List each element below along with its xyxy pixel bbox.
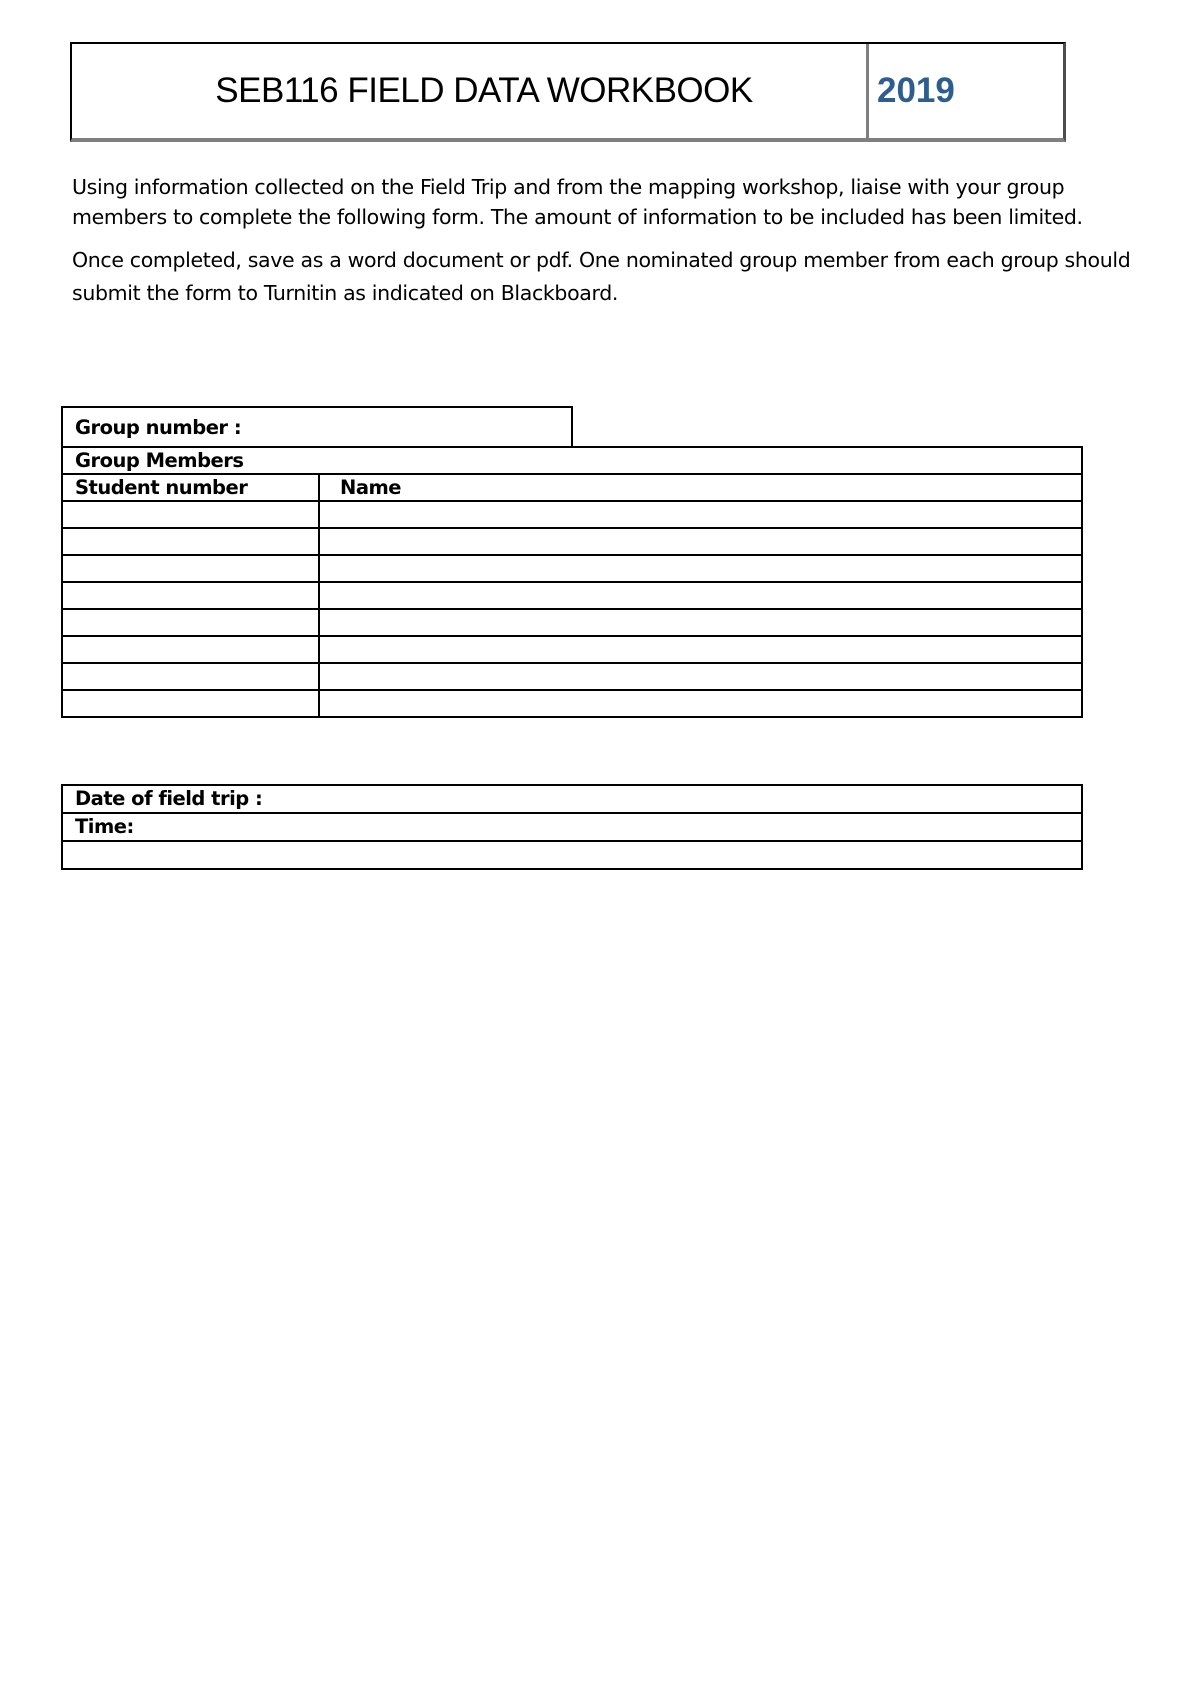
workbook-year: 2019 — [877, 71, 955, 110]
student-number-cell[interactable] — [62, 555, 319, 582]
name-header: Name — [319, 474, 1082, 501]
title-box — [70, 42, 1066, 142]
time-field[interactable]: Time: — [62, 813, 1082, 841]
student-number-cell[interactable] — [62, 663, 319, 690]
instructions-paragraph-1: Using information collected on the Field Trip and from the mapping workshop, liaise with your group members to complete the following form. The amount of information to be included has been limited. — [72, 175, 1083, 229]
group-members-label: Group Members — [62, 447, 1082, 474]
table-row — [62, 690, 1082, 717]
name-cell[interactable] — [319, 690, 1082, 717]
field-trip-table — [61, 784, 1083, 870]
table-row — [62, 636, 1082, 663]
group-number-field[interactable] — [61, 406, 573, 448]
student-number-cell[interactable] — [62, 501, 319, 528]
table-row — [62, 501, 1082, 528]
student-number-cell[interactable] — [62, 609, 319, 636]
table-row — [62, 528, 1082, 555]
extra-row — [62, 841, 1082, 869]
student-number-cell[interactable] — [62, 582, 319, 609]
name-cell[interactable] — [319, 528, 1082, 555]
group-number-label: Group number : — [75, 416, 242, 439]
name-cell[interactable] — [319, 582, 1082, 609]
instructions-paragraph-2: Once completed, save as a word document or pdf. One nominated group member from each group should submit the form to Turnitin as indicated on Blackboard. — [72, 248, 1131, 305]
date-row — [62, 785, 1082, 813]
date-of-field-trip-field[interactable]: Date of field trip : — [62, 785, 1082, 813]
name-cell[interactable] — [319, 663, 1082, 690]
name-cell[interactable] — [319, 501, 1082, 528]
student-number-cell[interactable] — [62, 528, 319, 555]
table-row — [62, 663, 1082, 690]
student-number-header: Student number — [62, 474, 319, 501]
name-cell[interactable] — [319, 609, 1082, 636]
group-members-table — [61, 446, 1083, 718]
time-row — [62, 813, 1082, 841]
table-row — [62, 582, 1082, 609]
student-number-cell[interactable] — [62, 690, 319, 717]
student-number-cell[interactable] — [62, 636, 319, 663]
name-cell[interactable] — [319, 555, 1082, 582]
column-header-row — [62, 474, 1082, 501]
workbook-title: SEB116 FIELD DATA WORKBOOK — [72, 44, 869, 138]
table-row — [62, 555, 1082, 582]
table-row — [62, 609, 1082, 636]
extra-field[interactable] — [62, 841, 1082, 869]
instructions — [72, 172, 1152, 322]
name-cell[interactable] — [319, 636, 1082, 663]
group-members-header-row — [62, 447, 1082, 474]
